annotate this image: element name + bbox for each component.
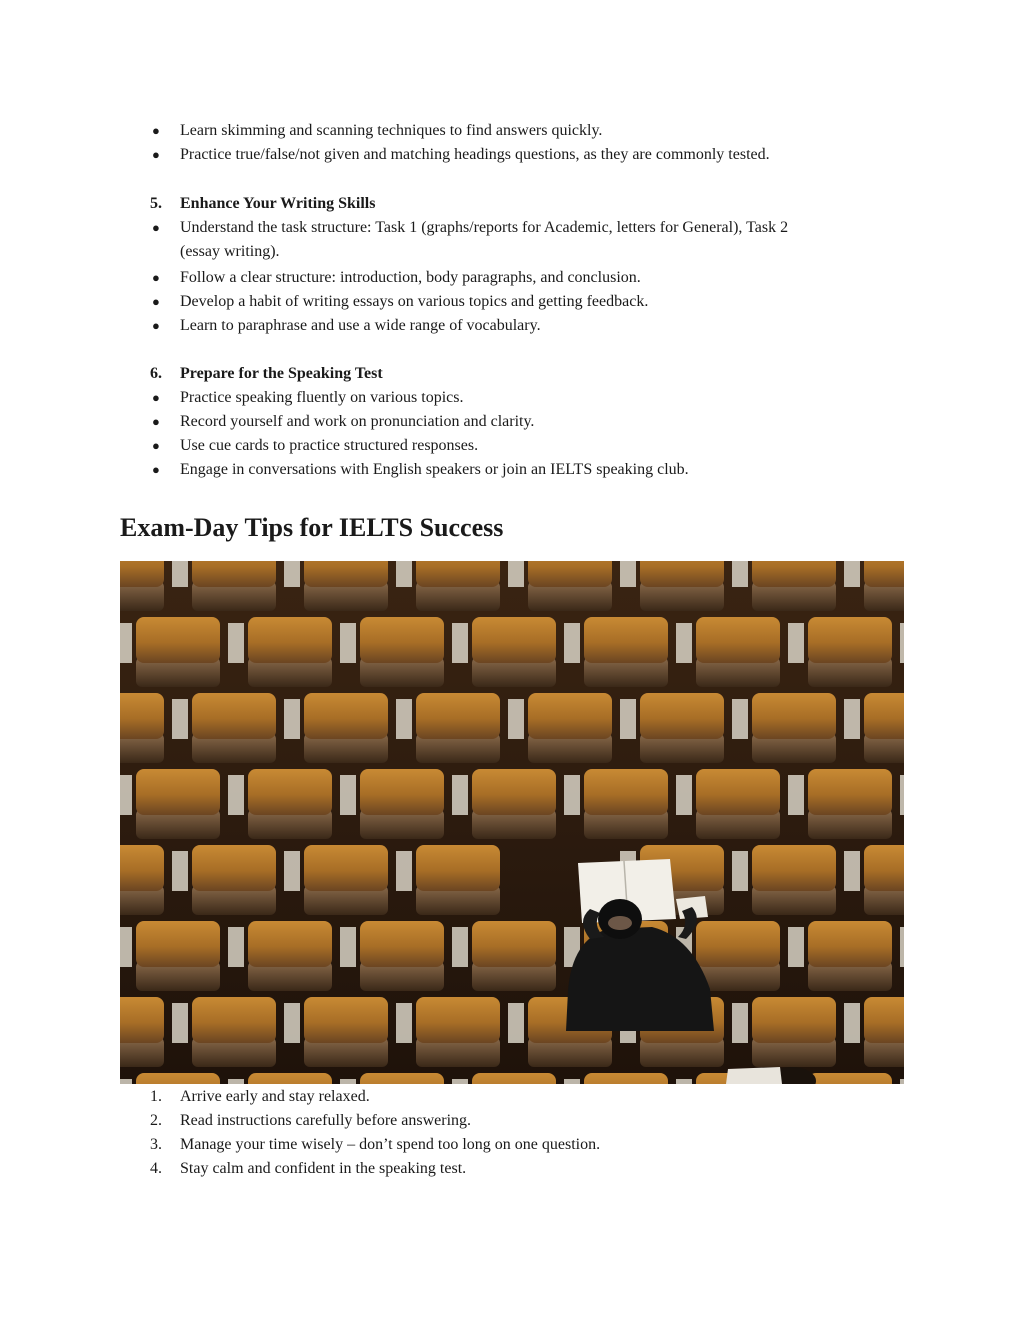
seat (864, 845, 904, 891)
lecture-hall-illustration (120, 561, 904, 1084)
seat (472, 617, 556, 663)
bullet-marker: ● (152, 123, 160, 138)
armrest-desk (452, 623, 468, 663)
seat (864, 561, 904, 587)
armrest-desk (452, 775, 468, 815)
armrest-desk (228, 927, 244, 967)
seat (416, 693, 500, 739)
seat (472, 921, 556, 967)
tip-item: Manage your time wisely – don’t spend too long on one question. (180, 1136, 601, 1153)
list-item: Engage in conversations with English speakers or join an IELTS speaking club. (180, 461, 689, 478)
armrest-desk (120, 1079, 132, 1084)
seat (696, 769, 780, 815)
tip-item: Stay calm and confident in the speaking test. (180, 1160, 467, 1177)
seat (696, 921, 780, 967)
armrest-desk (732, 699, 748, 739)
armrest-desk (844, 561, 860, 587)
armrest-desk (120, 927, 132, 967)
list-number: 3. (150, 1136, 162, 1153)
armrest-desk (172, 699, 188, 739)
seat (584, 769, 668, 815)
list-item: Practice true/false/not given and matching headings questions, as they are commonly tested. (180, 146, 770, 163)
seat (136, 921, 220, 967)
section-title-speaking: Prepare for the Speaking Test (180, 365, 383, 382)
armrest-desk (340, 1079, 356, 1084)
seat (192, 561, 276, 587)
seat (472, 1073, 556, 1084)
armrest-desk (120, 623, 132, 663)
bullet-marker: ● (152, 414, 160, 429)
armrest-desk (732, 851, 748, 891)
armrest-desk (172, 851, 188, 891)
armrest-desk (564, 623, 580, 663)
armrest-desk (228, 1079, 244, 1084)
armrest-desk (900, 623, 904, 663)
list-item-continuation: (essay writing). (180, 243, 280, 260)
list-number: 1. (150, 1088, 162, 1105)
seat (304, 693, 388, 739)
armrest-desk (508, 561, 524, 587)
section-number: 6. (150, 365, 162, 382)
armrest-desk (732, 1003, 748, 1043)
armrest-desk (228, 775, 244, 815)
list-item: Develop a habit of writing essays on various topics and getting feedback. (180, 293, 649, 310)
seat (136, 1073, 220, 1084)
armrest-desk (788, 927, 804, 967)
list-item: Learn to paraphrase and use a wide range of vocabulary. (180, 317, 541, 334)
seat (696, 617, 780, 663)
armrest-desk (284, 1003, 300, 1043)
armrest-desk (620, 699, 636, 739)
armrest-desk (396, 1003, 412, 1043)
seat (120, 693, 164, 739)
seat (808, 769, 892, 815)
seat (120, 997, 164, 1043)
seat (192, 845, 276, 891)
student-neck (608, 916, 632, 930)
armrest-desk (508, 699, 524, 739)
seat (360, 617, 444, 663)
seat (120, 845, 164, 891)
list-number: 4. (150, 1160, 162, 1177)
armrest-desk (676, 1079, 692, 1084)
seat (136, 617, 220, 663)
bullet-marker: ● (152, 462, 160, 477)
seat (248, 617, 332, 663)
seat (528, 693, 612, 739)
armrest-desk (844, 1003, 860, 1043)
list-item: Record yourself and work on pronunciation and clarity. (180, 413, 535, 430)
armrest-desk (452, 1079, 468, 1084)
armrest-desk (508, 1003, 524, 1043)
seat (248, 1073, 332, 1084)
armrest-desk (396, 699, 412, 739)
list-item: Use cue cards to practice structured responses. (180, 437, 479, 454)
bullet-marker: ● (152, 438, 160, 453)
list-item: Practice speaking fluently on various topics. (180, 389, 464, 406)
armrest-desk (172, 1003, 188, 1043)
seat (416, 845, 500, 891)
armrest-desk (844, 851, 860, 891)
armrest-desk (900, 775, 904, 815)
seat (584, 617, 668, 663)
seat (192, 693, 276, 739)
seat (808, 1073, 892, 1084)
seat (640, 693, 724, 739)
armrest-desk (284, 699, 300, 739)
seat (584, 1073, 668, 1084)
list-item: Learn skimming and scanning techniques to find answers quickly. (180, 122, 603, 139)
section-title-writing: Enhance Your Writing Skills (180, 195, 376, 212)
bullet-marker: ● (152, 220, 160, 235)
seat (864, 693, 904, 739)
seat (808, 617, 892, 663)
seat (136, 769, 220, 815)
seat (360, 921, 444, 967)
armrest-desk (620, 561, 636, 587)
seat (304, 997, 388, 1043)
paper-partial (726, 1067, 782, 1084)
bullet-marker: ● (152, 318, 160, 333)
armrest-desk (788, 623, 804, 663)
armrest-desk (676, 623, 692, 663)
armrest-desk (340, 623, 356, 663)
armrest-desk (396, 561, 412, 587)
armrest-desk (120, 775, 132, 815)
armrest-desk (340, 927, 356, 967)
seat (752, 693, 836, 739)
armrest-desk (900, 927, 904, 967)
seat (640, 561, 724, 587)
seat (248, 769, 332, 815)
seat (360, 1073, 444, 1084)
seat (304, 561, 388, 587)
seat (304, 845, 388, 891)
armrest-desk (564, 1079, 580, 1084)
armrest-desk (900, 1079, 904, 1084)
tip-item: Arrive early and stay relaxed. (180, 1088, 370, 1105)
armrest-desk (172, 561, 188, 587)
seat (752, 845, 836, 891)
lecture-hall-photo (120, 561, 904, 1084)
list-item: Understand the task structure: Task 1 (graphs/reports for Academic, letters for General), Task 2 (180, 219, 789, 236)
seat (752, 997, 836, 1043)
seat (472, 769, 556, 815)
section-heading-exam-day: Exam-Day Tips for IELTS Success (120, 513, 504, 542)
bullet-marker: ● (152, 270, 160, 285)
armrest-desk (676, 775, 692, 815)
armrest-desk (228, 623, 244, 663)
seat (416, 997, 500, 1043)
seat (120, 561, 164, 587)
bullet-marker: ● (152, 147, 160, 162)
seat (528, 561, 612, 587)
armrest-desk (396, 851, 412, 891)
armrest-desk (564, 775, 580, 815)
armrest-desk (788, 775, 804, 815)
seat (248, 921, 332, 967)
seat (808, 921, 892, 967)
armrest-desk (732, 561, 748, 587)
bullet-marker: ● (152, 294, 160, 309)
armrest-desk (284, 851, 300, 891)
armrest-desk (452, 927, 468, 967)
armrest-desk (844, 699, 860, 739)
armrest-desk (340, 775, 356, 815)
armrest-desk (284, 561, 300, 587)
seat (864, 997, 904, 1043)
section-number: 5. (150, 195, 162, 212)
list-item: Follow a clear structure: introduction, body paragraphs, and conclusion. (180, 269, 641, 286)
tip-item: Read instructions carefully before answering. (180, 1112, 472, 1129)
list-number: 2. (150, 1112, 162, 1129)
bullet-marker: ● (152, 390, 160, 405)
seat (192, 997, 276, 1043)
seat (360, 769, 444, 815)
seat (752, 561, 836, 587)
seat (416, 561, 500, 587)
